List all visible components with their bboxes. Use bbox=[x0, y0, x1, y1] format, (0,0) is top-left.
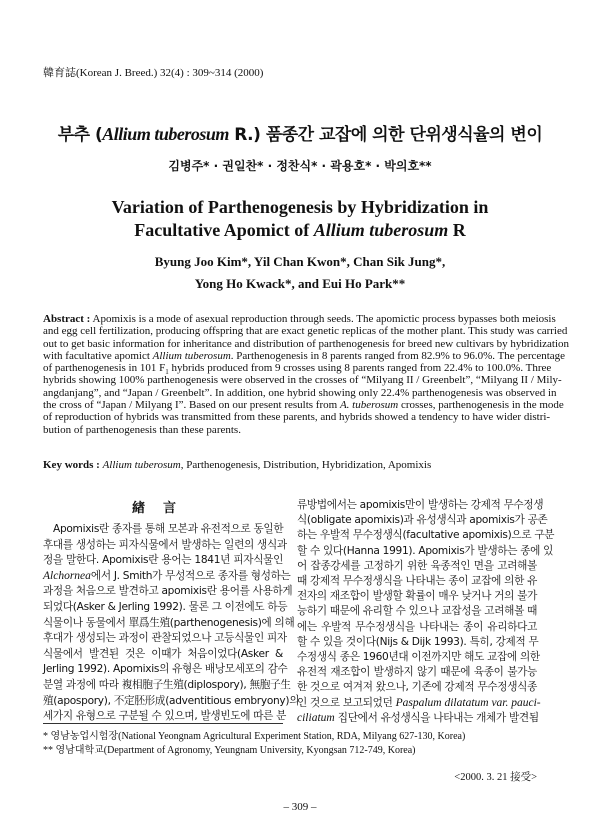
abstract-line: hybrids showing 100% parthenogenesis were observed in the crosses of “Milyang II / Greenbelt”, “Milyang II / Mily- bbox=[43, 374, 562, 387]
body-line: 되었다(Asker & Jerling 1992). 물론 그 이전에도 하등 bbox=[43, 600, 288, 613]
korean-title-pre: 부추 ( bbox=[57, 125, 103, 145]
page-number: – 309 – bbox=[283, 801, 317, 813]
abstract-subscript: 1 bbox=[165, 368, 169, 377]
abstract-species: Allium tuberosum bbox=[152, 349, 231, 362]
body-line: 할 수 있을 것이다(Nijs & Dijk 1993). 특히, 강제적 무 bbox=[297, 635, 539, 648]
english-title-line2-post: R bbox=[448, 220, 466, 240]
body-line: 유전적 재조합이 발생하지 않기 때문에 육종이 불가능 bbox=[297, 666, 537, 679]
body-line: 과정을 처음으로 발견하고 apomixis란 용어를 사용하게 bbox=[43, 585, 293, 598]
footnote-affiliation-2: ** 영남대학교(Department of Agronomy, Yeungnam University, Kyongsan 712-749, Korea) bbox=[43, 745, 416, 756]
english-authors-line2: Yong Ho Kwack*, and Eui Ho Park** bbox=[194, 276, 406, 291]
abstract-line: of reproduction of hybrids was transmitted from these parents, and hybrids showed a tendency to have wider distri- bbox=[43, 411, 551, 424]
body-line: 후대가 생성되는 과정이 관찰되었으나 고등식물인 피자 bbox=[43, 632, 287, 645]
species-name: ciliatum bbox=[297, 711, 335, 724]
abstract-text: Apomixis is a mode of asexual reproduction through seeds. The apomictic process bypasses both meiosis bbox=[90, 313, 556, 325]
body-line: 류방법에서는 apomixis만이 발생하는 강제적 무수정생 bbox=[297, 499, 544, 511]
body-line: Apomixis란 종자를 통해 모본과 유전적으로 동일한 bbox=[53, 523, 284, 535]
body-line: 세가지 유형으로 구분될 수 있으며, 발생빈도에 따른 분 bbox=[43, 710, 287, 723]
body-line: 할 수 있다(Hanna 1991). Apomixis가 발생하는 종에 있 bbox=[297, 544, 554, 557]
english-title-line2 bbox=[0, 219, 600, 242]
body-line bbox=[43, 569, 291, 585]
abstract-text: of parthenogenesis in 101 F bbox=[43, 362, 166, 375]
body-line: 전자의 재조합이 발생할 확률이 매우 낮거나 거의 불가 bbox=[297, 590, 538, 603]
footnote-divider bbox=[43, 723, 283, 724]
abstract-line bbox=[43, 349, 566, 362]
body-line: 에는 우발적 무수정생식을 나타내는 종이 유리하다고 bbox=[297, 620, 537, 633]
body-line: 하는 우발적 무수정생식(facultative apomixis)으로 구분 bbox=[297, 529, 555, 542]
body-line: 식물이나 동물에서 單爲生殖(parthenogenesis)에 의해 bbox=[43, 616, 295, 629]
english-title-line1: Variation of Parthenogenesis by Hybridization in bbox=[111, 197, 489, 217]
keywords-rest: , Parthenogenesis, Distribution, Hybridization, Apomixis bbox=[180, 459, 432, 471]
received-date: <2000. 3. 21 接受> bbox=[454, 772, 537, 783]
body-line: 능하기 때문에 유리할 수 있으나 교잡성을 고려해볼 때 bbox=[297, 605, 538, 618]
keywords-species: Allium tuberosum bbox=[102, 459, 181, 471]
body-line: 때 강제적 무수정생식을 나타내는 종이 교잡에 의한 유 bbox=[297, 575, 538, 588]
genus-name: Alchornea bbox=[43, 569, 91, 582]
section-heading-introduction: 緖言 bbox=[131, 501, 194, 516]
body-line: 분열 과정에 따라 複相胞子生殖(diplospory), 無胞子生 bbox=[43, 678, 291, 691]
body-line: 식물에서 발견된 것은 이때가 처음이었다(Asker & bbox=[43, 647, 283, 660]
korean-title-species: Allium tuberosum bbox=[102, 124, 229, 144]
keywords bbox=[43, 459, 431, 471]
body-line: 한 것으로 여겨져 왔으나, 기존에 강제적 무수정생식종 bbox=[297, 681, 538, 694]
body-line bbox=[297, 696, 541, 711]
english-authors-line1: Byung Joo Kim*, Yil Chan Kwon*, Chan Sik Jung*, bbox=[154, 254, 446, 269]
abstract-line: and egg cell fertilization, producing offspring that are exact genetic replicas of the mother plant. This study was carried bbox=[43, 325, 568, 338]
abstract-line: out to get basic information for inheritance and distribution of parthenogenesis for breed new cultivars by hybridization bbox=[43, 337, 570, 350]
abstract-line bbox=[43, 399, 564, 412]
body-text: 에서 J. Smith가 무성적으로 종자를 형성하는 bbox=[90, 569, 291, 582]
abstract-text: . Parthenogenesis in 8 parents ranged from 82.9% to 96.0%. The percentage bbox=[230, 349, 566, 362]
english-title-line2-pre: Facultative Apomict of bbox=[134, 220, 314, 240]
body-line: 어 잡종강세를 고정하기 위한 육종적인 면을 고려해볼 bbox=[297, 559, 537, 572]
journal-header: 韓育誌(Korean J. Breed.) 32(4) : 309~314 (2000) bbox=[43, 67, 264, 79]
body-line: 수정생식 종은 1960년대 이전까지만 해도 교잡에 의한 bbox=[297, 651, 540, 664]
korean-title-post: R.) 품종간 교잡에 의한 단위생식율의 변이 bbox=[228, 125, 543, 145]
footnote-affiliation-1: * 영남농업시험장(National Yeongnam Agricultural Experiment Station, RDA, Milyang 627-130, Korea) bbox=[43, 731, 466, 742]
korean-authors: 김병주* · 권일찬* · 정찬식* · 곽용호* · 박의호** bbox=[168, 159, 432, 173]
abstract-line: bution of parthenogenesis than these parents. bbox=[43, 423, 241, 436]
body-line: 정을 말한다. Apomixis란 용어는 1841년 피자식물인 bbox=[43, 554, 283, 567]
english-authors bbox=[0, 251, 600, 295]
body-text: 집단에서 유성생식을 나타내는 개체가 발견됨 bbox=[334, 711, 539, 724]
abstract-text: with facultative apomict bbox=[43, 349, 153, 362]
body-line bbox=[297, 711, 537, 726]
abstract-line: angdanjang”, and “Japan / Greenbelt”. In addition, one hybrid showing only 22.4% parthenogenesis was observed in bbox=[43, 386, 557, 399]
body-text: 인 것으로 보고되었던 bbox=[297, 696, 396, 709]
body-line: 식(obligate apomixis)과 유성생식과 apomixis가 공존 bbox=[297, 514, 548, 527]
keywords-label: Key words : bbox=[43, 459, 100, 471]
right-column bbox=[297, 498, 555, 726]
abstract-text: the cross of “Japan / Milyang I”. Based on our present results from bbox=[43, 399, 340, 412]
korean-title bbox=[0, 120, 600, 145]
body-line: 殖(apospory), 不定胚形成(adventitious embryony)의 bbox=[43, 694, 300, 707]
species-name: Paspalum dilatatum var. pauci- bbox=[395, 696, 541, 709]
english-title bbox=[0, 196, 600, 242]
abstract bbox=[43, 313, 570, 436]
abstract-label: Abstract : bbox=[43, 313, 91, 325]
body-line: 후대를 생성하는 피자식물에서 발생하는 일련의 생식과 bbox=[43, 538, 287, 551]
left-column bbox=[43, 522, 300, 725]
abstract-line bbox=[43, 362, 552, 377]
english-title-species: Allium tuberosum bbox=[313, 220, 449, 240]
abstract-text: hybrids produced from 9 crosses using 8 parents ranged from 22.4% to 100.0%. Three bbox=[168, 362, 552, 375]
abstract-text: crosses, parthenogenesis in the mode bbox=[398, 399, 564, 412]
body-line: Jerling 1992). Apomixis의 유형은 배낭모세포의 감수 bbox=[43, 663, 288, 676]
abstract-species: A. tuberosum bbox=[339, 399, 399, 412]
abstract-line bbox=[43, 313, 556, 325]
